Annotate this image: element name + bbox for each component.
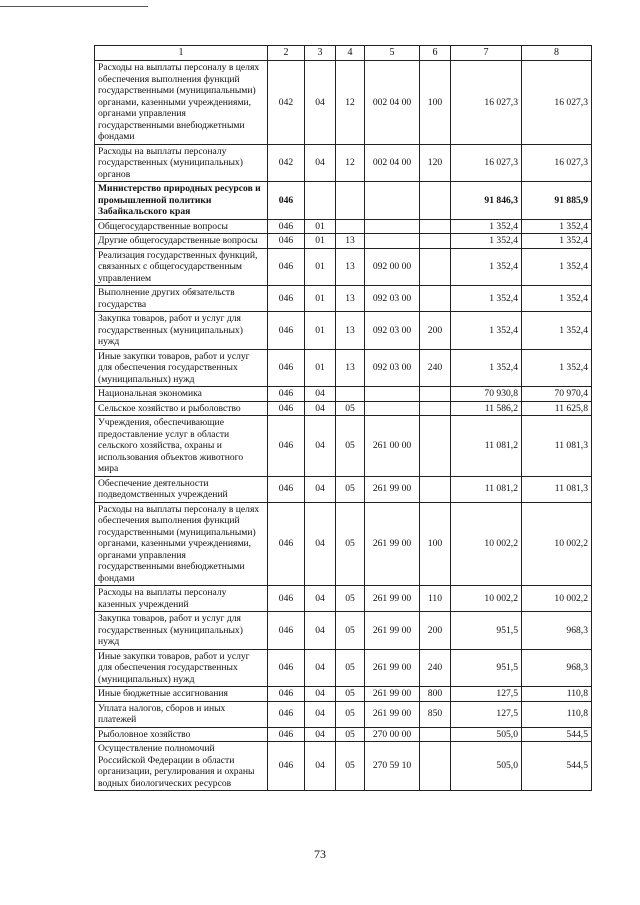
row-code-subsection: 13: [336, 248, 365, 286]
row-code-target: 261 99 00: [365, 612, 420, 650]
row-name: Общегосударственные вопросы: [95, 219, 268, 234]
row-amount-year1: 10 002,2: [451, 502, 522, 586]
row-amount-year1: 16 027,3: [451, 144, 522, 182]
row-name: Учреждения, обеспечивающие предоставление услуг в области сельского хозяйства, охраны и использования объектов животного мира: [95, 416, 268, 477]
row-amount-year1: 127,5: [451, 701, 522, 727]
row-code-target: [365, 387, 420, 402]
row-code-section: 01: [305, 312, 336, 350]
col-header-1: 1: [95, 46, 268, 61]
row-amount-year2: 110,8: [522, 687, 592, 702]
row-code-target: 092 03 00: [365, 286, 420, 312]
row-code-section: 04: [305, 416, 336, 477]
row-code-target: 261 99 00: [365, 649, 420, 687]
row-code-ministry: 046: [268, 701, 305, 727]
row-amount-year1: 1 352,4: [451, 349, 522, 387]
row-code-subsection: 05: [336, 612, 365, 650]
row-code-ministry: 046: [268, 234, 305, 249]
row-code-expense-type: 850: [420, 701, 451, 727]
row-code-expense-type: [420, 727, 451, 742]
row-code-expense-type: [420, 416, 451, 477]
header-row: [95, 46, 592, 61]
row-code-target: [365, 401, 420, 416]
row-code-expense-type: 240: [420, 349, 451, 387]
row-code-ministry: 046: [268, 416, 305, 477]
row-code-section: 04: [305, 586, 336, 612]
top-rule: [0, 6, 148, 7]
row-name: Закупка товаров, работ и услуг для государственных (муниципальных) нужд: [95, 612, 268, 650]
row-code-subsection: 05: [336, 687, 365, 702]
row-amount-year2: 1 352,4: [522, 286, 592, 312]
col-header-3: 3: [305, 46, 336, 61]
row-amount-year2: 11 081,3: [522, 476, 592, 502]
row-amount-year1: 1 352,4: [451, 312, 522, 350]
row-amount-year1: 1 352,4: [451, 219, 522, 234]
row-amount-year1: 127,5: [451, 687, 522, 702]
row-code-subsection: 13: [336, 312, 365, 350]
row-code-subsection: 05: [336, 649, 365, 687]
row-amount-year2: 91 885,9: [522, 182, 592, 220]
row-name: Реализация государственных функций, связанных с общегосударственным управлением: [95, 248, 268, 286]
row-code-subsection: 05: [336, 727, 365, 742]
table-row: [95, 248, 592, 286]
col-header-7: 7: [451, 46, 522, 61]
row-code-expense-type: 800: [420, 687, 451, 702]
row-name: Иные закупки товаров, работ и услуг для обеспечения государственных (муниципальных) нужд: [95, 349, 268, 387]
row-code-ministry: 042: [268, 144, 305, 182]
row-name: Уплата налогов, сборов и иных платежей: [95, 701, 268, 727]
row-code-subsection: 05: [336, 476, 365, 502]
table-row: [95, 312, 592, 350]
row-name: Министерство природных ресурсов и промышленной политики Забайкальского края: [95, 182, 268, 220]
budget-table: [94, 45, 592, 791]
row-amount-year1: 1 352,4: [451, 234, 522, 249]
row-code-target: 270 59 10: [365, 742, 420, 791]
row-amount-year1: 505,0: [451, 742, 522, 791]
row-code-expense-type: [420, 219, 451, 234]
row-code-subsection: 05: [336, 742, 365, 791]
row-code-subsection: 12: [336, 61, 365, 145]
table-row: [95, 182, 592, 220]
row-name: Расходы на выплаты персоналу государственных (муниципальных) органов: [95, 144, 268, 182]
row-code-expense-type: [420, 401, 451, 416]
row-amount-year1: 505,0: [451, 727, 522, 742]
row-amount-year1: 11 081,2: [451, 476, 522, 502]
row-amount-year2: 1 352,4: [522, 349, 592, 387]
row-amount-year1: 1 352,4: [451, 286, 522, 312]
row-code-expense-type: 120: [420, 144, 451, 182]
row-code-expense-type: [420, 286, 451, 312]
row-name: Другие общегосударственные вопросы: [95, 234, 268, 249]
table-row: [95, 286, 592, 312]
row-code-expense-type: [420, 182, 451, 220]
row-code-ministry: 046: [268, 649, 305, 687]
table-row: [95, 701, 592, 727]
row-code-subsection: 13: [336, 349, 365, 387]
table-row: [95, 586, 592, 612]
row-code-target: 261 00 00: [365, 416, 420, 477]
row-code-target: [365, 219, 420, 234]
table-row: [95, 612, 592, 650]
row-code-section: 04: [305, 387, 336, 402]
row-code-subsection: 13: [336, 234, 365, 249]
row-code-expense-type: [420, 742, 451, 791]
row-code-target: 261 99 00: [365, 701, 420, 727]
row-code-target: 002 04 00: [365, 144, 420, 182]
row-code-subsection: 05: [336, 701, 365, 727]
table-row: [95, 476, 592, 502]
row-amount-year2: 968,3: [522, 612, 592, 650]
row-code-ministry: 046: [268, 586, 305, 612]
table-row: [95, 144, 592, 182]
row-code-target: 092 03 00: [365, 312, 420, 350]
row-amount-year1: 11 081,2: [451, 416, 522, 477]
row-amount-year2: 11 625,8: [522, 401, 592, 416]
row-code-section: 01: [305, 349, 336, 387]
row-code-ministry: 046: [268, 312, 305, 350]
row-code-expense-type: 200: [420, 312, 451, 350]
row-code-ministry: 046: [268, 687, 305, 702]
row-code-section: 04: [305, 401, 336, 416]
row-code-target: 092 00 00: [365, 248, 420, 286]
table-row: [95, 649, 592, 687]
row-code-section: 04: [305, 476, 336, 502]
table-row: [95, 416, 592, 477]
row-code-target: 002 04 00: [365, 61, 420, 145]
row-name: Обеспечение деятельности подведомственных учреждений: [95, 476, 268, 502]
row-code-section: 04: [305, 687, 336, 702]
row-code-subsection: 05: [336, 416, 365, 477]
row-code-section: 04: [305, 502, 336, 586]
row-amount-year1: 951,5: [451, 612, 522, 650]
row-code-ministry: 046: [268, 182, 305, 220]
table-row: [95, 234, 592, 249]
row-name: Закупка товаров, работ и услуг для государственных (муниципальных) нужд: [95, 312, 268, 350]
row-amount-year2: 1 352,4: [522, 312, 592, 350]
row-code-target: 261 99 00: [365, 586, 420, 612]
page-number: 73: [314, 847, 326, 861]
row-code-subsection: 05: [336, 502, 365, 586]
row-amount-year2: 544,5: [522, 742, 592, 791]
row-name: Сельское хозяйство и рыболовство: [95, 401, 268, 416]
row-code-section: 01: [305, 219, 336, 234]
row-name: Иные бюджетные ассигнования: [95, 687, 268, 702]
table-row: [95, 687, 592, 702]
row-amount-year1: 70 930,8: [451, 387, 522, 402]
row-name: Расходы на выплаты персоналу казенных учреждений: [95, 586, 268, 612]
table-row: [95, 502, 592, 586]
table-row: [95, 401, 592, 416]
row-code-expense-type: 110: [420, 586, 451, 612]
row-name: Рыболовное хозяйство: [95, 727, 268, 742]
row-code-subsection: [336, 387, 365, 402]
row-amount-year2: 16 027,3: [522, 61, 592, 145]
row-code-target: 261 99 00: [365, 502, 420, 586]
row-amount-year2: 11 081,3: [522, 416, 592, 477]
col-header-8: 8: [522, 46, 592, 61]
row-code-target: 270 00 00: [365, 727, 420, 742]
row-code-section: 04: [305, 144, 336, 182]
row-code-subsection: 13: [336, 286, 365, 312]
row-amount-year1: 91 846,3: [451, 182, 522, 220]
row-code-ministry: 046: [268, 502, 305, 586]
row-amount-year1: 11 586,2: [451, 401, 522, 416]
col-header-5: 5: [365, 46, 420, 61]
row-code-ministry: 046: [268, 727, 305, 742]
row-code-section: 04: [305, 701, 336, 727]
row-code-target: 092 03 00: [365, 349, 420, 387]
row-code-ministry: 046: [268, 401, 305, 416]
row-code-section: 04: [305, 742, 336, 791]
row-name: Выполнение других обязательств государства: [95, 286, 268, 312]
table-row: [95, 219, 592, 234]
row-code-expense-type: 100: [420, 502, 451, 586]
row-code-expense-type: 240: [420, 649, 451, 687]
row-name: Национальная экономика: [95, 387, 268, 402]
row-code-subsection: 12: [336, 144, 365, 182]
row-code-section: 04: [305, 727, 336, 742]
row-code-subsection: [336, 182, 365, 220]
row-code-section: 01: [305, 234, 336, 249]
row-code-section: [305, 182, 336, 220]
row-code-expense-type: [420, 234, 451, 249]
row-code-target: [365, 182, 420, 220]
row-code-subsection: 05: [336, 586, 365, 612]
col-header-6: 6: [420, 46, 451, 61]
row-amount-year2: 1 352,4: [522, 219, 592, 234]
row-code-subsection: [336, 219, 365, 234]
row-code-expense-type: [420, 248, 451, 286]
row-code-section: 04: [305, 649, 336, 687]
row-code-ministry: 042: [268, 61, 305, 145]
row-code-target: 261 99 00: [365, 476, 420, 502]
row-code-ministry: 046: [268, 349, 305, 387]
row-code-expense-type: [420, 476, 451, 502]
row-code-section: 01: [305, 248, 336, 286]
row-code-ministry: 046: [268, 612, 305, 650]
row-code-ministry: 046: [268, 286, 305, 312]
row-amount-year2: 968,3: [522, 649, 592, 687]
row-amount-year2: 16 027,3: [522, 144, 592, 182]
row-amount-year2: 110,8: [522, 701, 592, 727]
row-code-section: 04: [305, 61, 336, 145]
table-row: [95, 349, 592, 387]
row-name: Расходы на выплаты персоналу в целях обеспечения выполнения функций государственными (муниципальными) органами, казенными учреждениями, органами управления государственными внебюджетными фондами: [95, 61, 268, 145]
row-code-section: 04: [305, 612, 336, 650]
row-code-ministry: 046: [268, 248, 305, 286]
row-amount-year2: 544,5: [522, 727, 592, 742]
row-code-target: [365, 234, 420, 249]
row-code-ministry: 046: [268, 742, 305, 791]
row-code-expense-type: 100: [420, 61, 451, 145]
table-row: [95, 387, 592, 402]
row-name: Осуществление полномочий Российской Федерации в области организации, регулирования и охраны водных биологических ресурсов: [95, 742, 268, 791]
row-code-section: 01: [305, 286, 336, 312]
table-row: [95, 727, 592, 742]
row-code-ministry: 046: [268, 476, 305, 502]
col-header-2: 2: [268, 46, 305, 61]
row-amount-year1: 10 002,2: [451, 586, 522, 612]
row-code-subsection: 05: [336, 401, 365, 416]
table-row: [95, 742, 592, 791]
col-header-4: 4: [336, 46, 365, 61]
row-code-expense-type: [420, 387, 451, 402]
row-amount-year1: 951,5: [451, 649, 522, 687]
row-name: Расходы на выплаты персоналу в целях обеспечения выполнения функций государственными (муниципальными) органами, казенными учреждениями, органами управления государственными внебюджетными фондами: [95, 502, 268, 586]
row-amount-year2: 10 002,2: [522, 502, 592, 586]
row-code-target: 261 99 00: [365, 687, 420, 702]
row-code-expense-type: 200: [420, 612, 451, 650]
row-amount-year2: 1 352,4: [522, 248, 592, 286]
row-amount-year1: 1 352,4: [451, 248, 522, 286]
row-amount-year2: 10 002,2: [522, 586, 592, 612]
row-amount-year1: 16 027,3: [451, 61, 522, 145]
row-name: Иные закупки товаров, работ и услуг для обеспечения государственных (муниципальных) нужд: [95, 649, 268, 687]
table-row: [95, 61, 592, 145]
row-code-ministry: 046: [268, 387, 305, 402]
row-amount-year2: 1 352,4: [522, 234, 592, 249]
row-amount-year2: 70 970,4: [522, 387, 592, 402]
row-code-ministry: 046: [268, 219, 305, 234]
